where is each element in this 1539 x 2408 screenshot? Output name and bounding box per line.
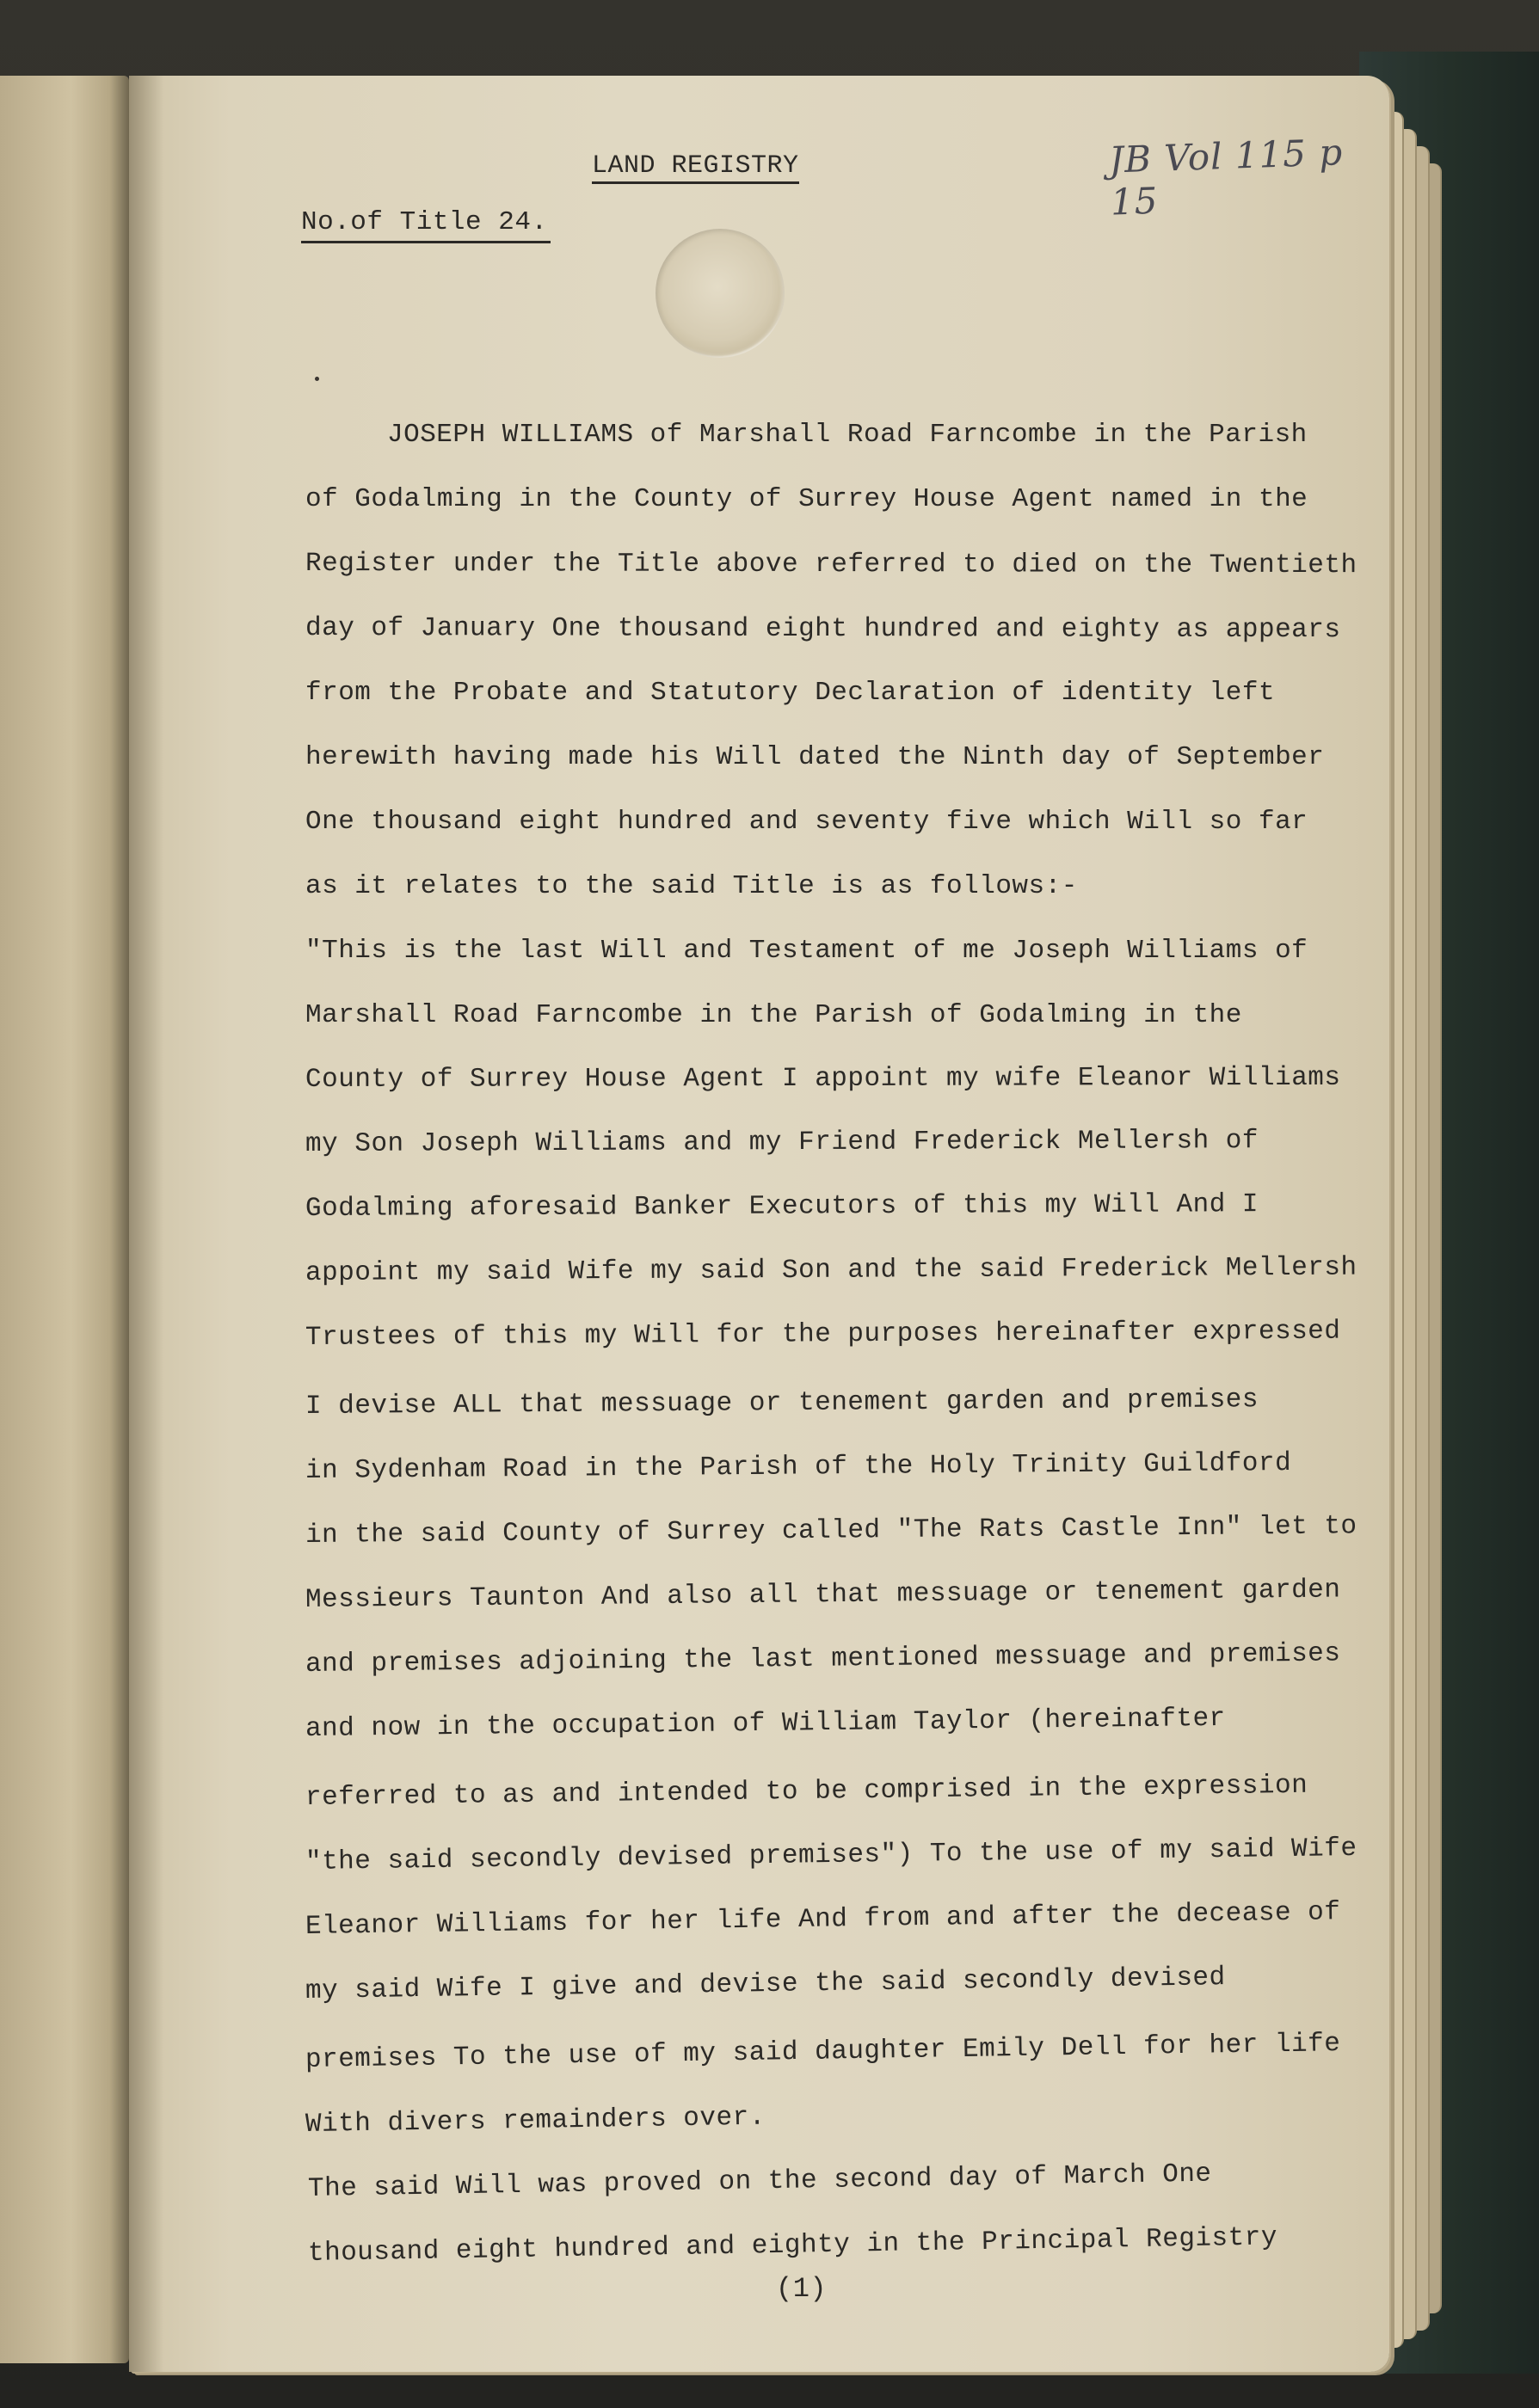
body-line: referred to as and intended to be comprised in the expression xyxy=(305,1770,1308,1813)
body-line: Marshall Road Farncombe in the Parish of Godalming in the xyxy=(305,1000,1242,1030)
body-line: One thousand eight hundred and seventy five which Will so far xyxy=(305,807,1308,837)
body-line: JOSEPH WILLIAMS of Marshall Road Farncombe in the Parish xyxy=(387,420,1308,450)
embossed-seal-icon xyxy=(656,229,785,358)
body-line: thousand eight hundred and eighty in the Principal Registry xyxy=(307,2222,1278,2269)
title-number: No.of Title 24. xyxy=(301,207,548,237)
body-line: Godalming aforesaid Banker Executors of this my Will And I xyxy=(305,1189,1259,1224)
body-line: from the Probate and Statutory Declaration of identity left xyxy=(305,678,1276,708)
page-number: (1) xyxy=(776,2273,828,2305)
body-line: in Sydenham Road in the Parish of the Holy Trinity Guildford xyxy=(305,1447,1292,1486)
body-line: Eleanor Williams for her life And from and after the decease of xyxy=(305,1897,1341,1942)
body-line: my said Wife I give and devise the said secondly devised xyxy=(305,1963,1226,2006)
body-line: "the said secondly devised premises") To the use of my said Wife xyxy=(305,1833,1357,1877)
body-line: premises To the use of my said daughter Emily Dell for her life xyxy=(305,2029,1341,2075)
title-number-underline xyxy=(301,241,551,243)
body-line: in the said County of Surrey called "The Rats Castle Inn" let to xyxy=(305,1511,1357,1551)
page-gutter-shadow xyxy=(129,76,163,2372)
register-page xyxy=(129,76,1389,2372)
body-line: and premises adjoining the last mentioned messuage and premises xyxy=(305,1638,1341,1680)
body-line: I devise ALL that messuage or tenement garden and premises xyxy=(305,1385,1259,1422)
body-line: Trustees of this my Will for the purposes hereinafter expressed xyxy=(305,1316,1341,1353)
handwritten-reference: JB Vol 115 p 15 xyxy=(1108,131,1344,224)
body-line: as it relates to the said Title is as follows:- xyxy=(305,871,1078,901)
body-line: County of Surrey House Agent I appoint my wife Eleanor Williams xyxy=(305,1062,1341,1095)
body-line: With divers remainders over. xyxy=(305,2102,766,2140)
body-line: The said Will was proved on the second day of March One xyxy=(307,2159,1212,2204)
page-title: LAND REGISTRY xyxy=(592,151,799,184)
body-line: of Godalming in the County of Surrey House Agent named in the xyxy=(305,484,1308,514)
body-line: and now in the occupation of William Taylor (hereinafter xyxy=(305,1703,1226,1744)
ink-dot xyxy=(315,377,319,381)
body-line: appoint my said Wife my said Son and the said Frederick Mellersh xyxy=(305,1252,1357,1288)
facing-page xyxy=(0,76,129,2363)
body-line: herewith having made his Will dated the Ninth day of September xyxy=(305,742,1325,772)
body-line: day of January One thousand eight hundred and eighty as appears xyxy=(305,613,1341,646)
body-line: "This is the last Will and Testament of me Joseph Williams of xyxy=(305,936,1308,966)
body-line: Register under the Title above referred to died on the Twentieth xyxy=(305,549,1357,581)
body-line: my Son Joseph Williams and my Friend Frederick Mellersh of xyxy=(305,1126,1259,1159)
body-line: Messieurs Taunton And also all that messuage or tenement garden xyxy=(305,1575,1341,1615)
